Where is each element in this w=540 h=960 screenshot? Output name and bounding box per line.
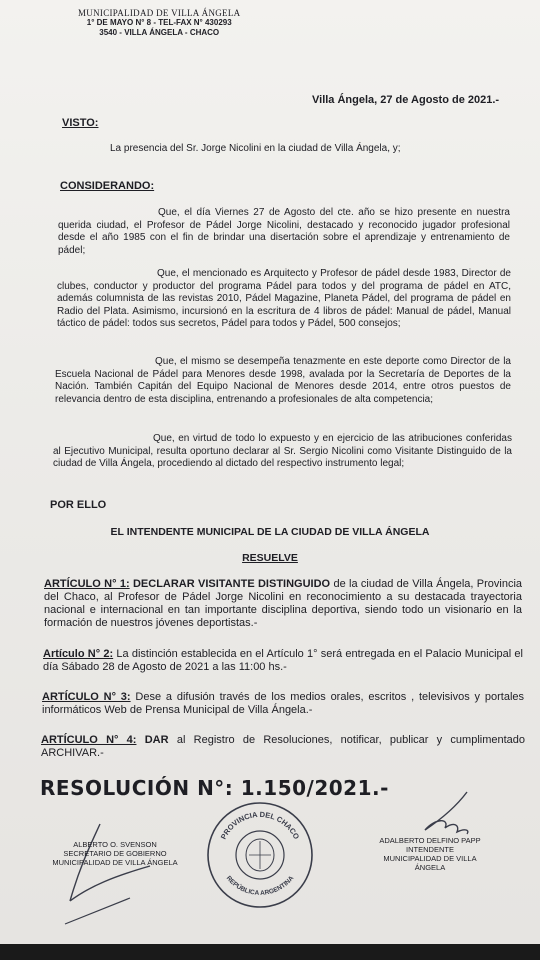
considerando-heading: CONSIDERANDO: <box>60 180 155 192</box>
resolution-number: RESOLUCIÓN N°: 1.150/2021.- <box>40 776 389 800</box>
letterhead <box>78 8 240 38</box>
signer-org: MUNICIPALIDAD DE VILLA ÁNGELA <box>383 854 477 872</box>
article-label: Artículo N° 2: <box>43 648 114 660</box>
municipal-seal <box>205 800 315 910</box>
article-label: ARTÍCULO N° 1: <box>44 578 130 590</box>
visto-text: La presencia del Sr. Jorge Nicolini en la ciudad de Villa Ángela, y; <box>110 143 401 154</box>
considerando-paragraph: Que, el mismo se desempeña tenazmente en este deporte como Director de la Escuela Nacional de Pádel para Menores desde 1998, avalada por la Secretaría de Deportes de la Nación. También Capitán del Equipo Nacional de Menores desde 2014, entre otros puestos de relevancia dentro de esta disciplina, entrenando a profesionales de alta competencia; <box>55 356 511 405</box>
svg-text:PROVINCIA DEL CHACO <box>219 810 301 841</box>
seal-text-top: PROVINCIA DEL CHACO <box>218 809 302 841</box>
signer-name: ALBERTO O. SVENSON <box>73 840 157 849</box>
seal-text-bottom: REPÚBLICA ARGENTINA <box>224 874 296 897</box>
right-signature-block <box>368 836 492 872</box>
visto-heading: VISTO: <box>62 117 99 129</box>
article-lead: DECLARAR VISITANTE DISTINGUIDO <box>132 578 331 590</box>
article-text: Dese a difusión través de los medios orales, escritos , televisivos y portales informáticos Web de Prensa Municipal de Villa Ángela.- <box>42 691 525 716</box>
considerando-paragraph: Que, el mencionado es Arquitecto y Profesor de pádel desde 1983, Director de clubes, conductor y productor del programa Pádel para todos y del programa de pádel en ATC, además columnista de las revistas 2010, Pádel Magazine, Planeta Pádel, del programa de pádel en Radio del Plata. Asimismo, incursionó en la escritura de 4 libros de pádel: Manual de pádel, Manual táctico de pádel: todos sus secretos, Pádel para todos y Pádel, 500 consejos; <box>57 268 511 329</box>
por-ello: POR ELLO <box>50 499 107 511</box>
article-2 <box>43 648 523 674</box>
article-label: ARTÍCULO N° 4: <box>41 734 137 746</box>
considerando-paragraph: Que, en virtud de todo lo expuesto y en ejercicio de las atribuciones conferidas al Ejecutivo Municipal, resulta oportuno declarar al Sr. Sergio Nicolini como Visitante Distinguido de la ciudad de Villa Ángela, procediendo al dictado del respectivo instrumento legal; <box>53 433 512 469</box>
resuelve-heading: RESUELVE <box>242 552 298 564</box>
document-date: Villa Ángela, 27 de Agosto de 2021.- <box>312 94 500 106</box>
bottom-edge <box>0 944 540 960</box>
article-text: al Registro de Resoluciones, notificar, publicar y cumplimentado ARCHIVAR.- <box>41 734 526 759</box>
signer-title: INTENDENTE <box>406 845 454 854</box>
intendente-line: EL INTENDENTE MUNICIPAL DE LA CIUDAD DE VILLA ÁNGELA <box>110 526 430 538</box>
signer-org: MUNICIPALIDAD DE VILLA ÁNGELA <box>52 858 178 867</box>
left-signature-block <box>40 840 190 867</box>
signer-title: SECRETARIO DE GOBIERNO <box>63 849 167 858</box>
article-3 <box>42 691 524 717</box>
article-text: de la ciudad de Villa Ángela, Provincia del Chaco, al Profesor de Pádel Jorge Nicolini en reconocimiento a su destacada trayectoria nacional e internacional en tan importante disciplina deportiva, siendo todo un visionario en la formación de nuestros jóvenes deportistas.- <box>44 578 523 629</box>
signer-name: ADALBERTO DELFINO PAPP <box>379 836 481 845</box>
considerando-paragraph: Que, el día Viernes 27 de Agosto del cte. año se hizo presente en nuestra querida ciudad, el Profesor de Pádel Jorge Nicolini, destacado y reconocido jugador profesional desde el año 1985 con el fin de brindar una disertación sobre el aprendizaje y entrenamiento de pádel; <box>58 207 510 256</box>
article-lead: DAR <box>144 734 169 746</box>
article-label: ARTÍCULO N° 3: <box>42 691 131 703</box>
svg-text:REPÚBLICA ARGENTINA <box>225 875 296 897</box>
article-4 <box>41 734 525 760</box>
letterhead-municipality: MUNICIPALIDAD DE VILLA ÁNGELA <box>78 8 241 18</box>
letterhead-city: 3540 - VILLA ÁNGELA - CHACO <box>99 28 220 37</box>
letterhead-address: 1° DE MAYO N° 8 - TEL-FAX N° 430293 <box>86 18 232 27</box>
article-1 <box>44 578 522 630</box>
article-text: La distinción establecida en el Artículo 1° será entregada en el Palacio Municipal el día Sábado 28 de Agosto de 2021 a las 11:00 hs.- <box>43 648 523 673</box>
right-signature-scribble <box>395 788 485 838</box>
